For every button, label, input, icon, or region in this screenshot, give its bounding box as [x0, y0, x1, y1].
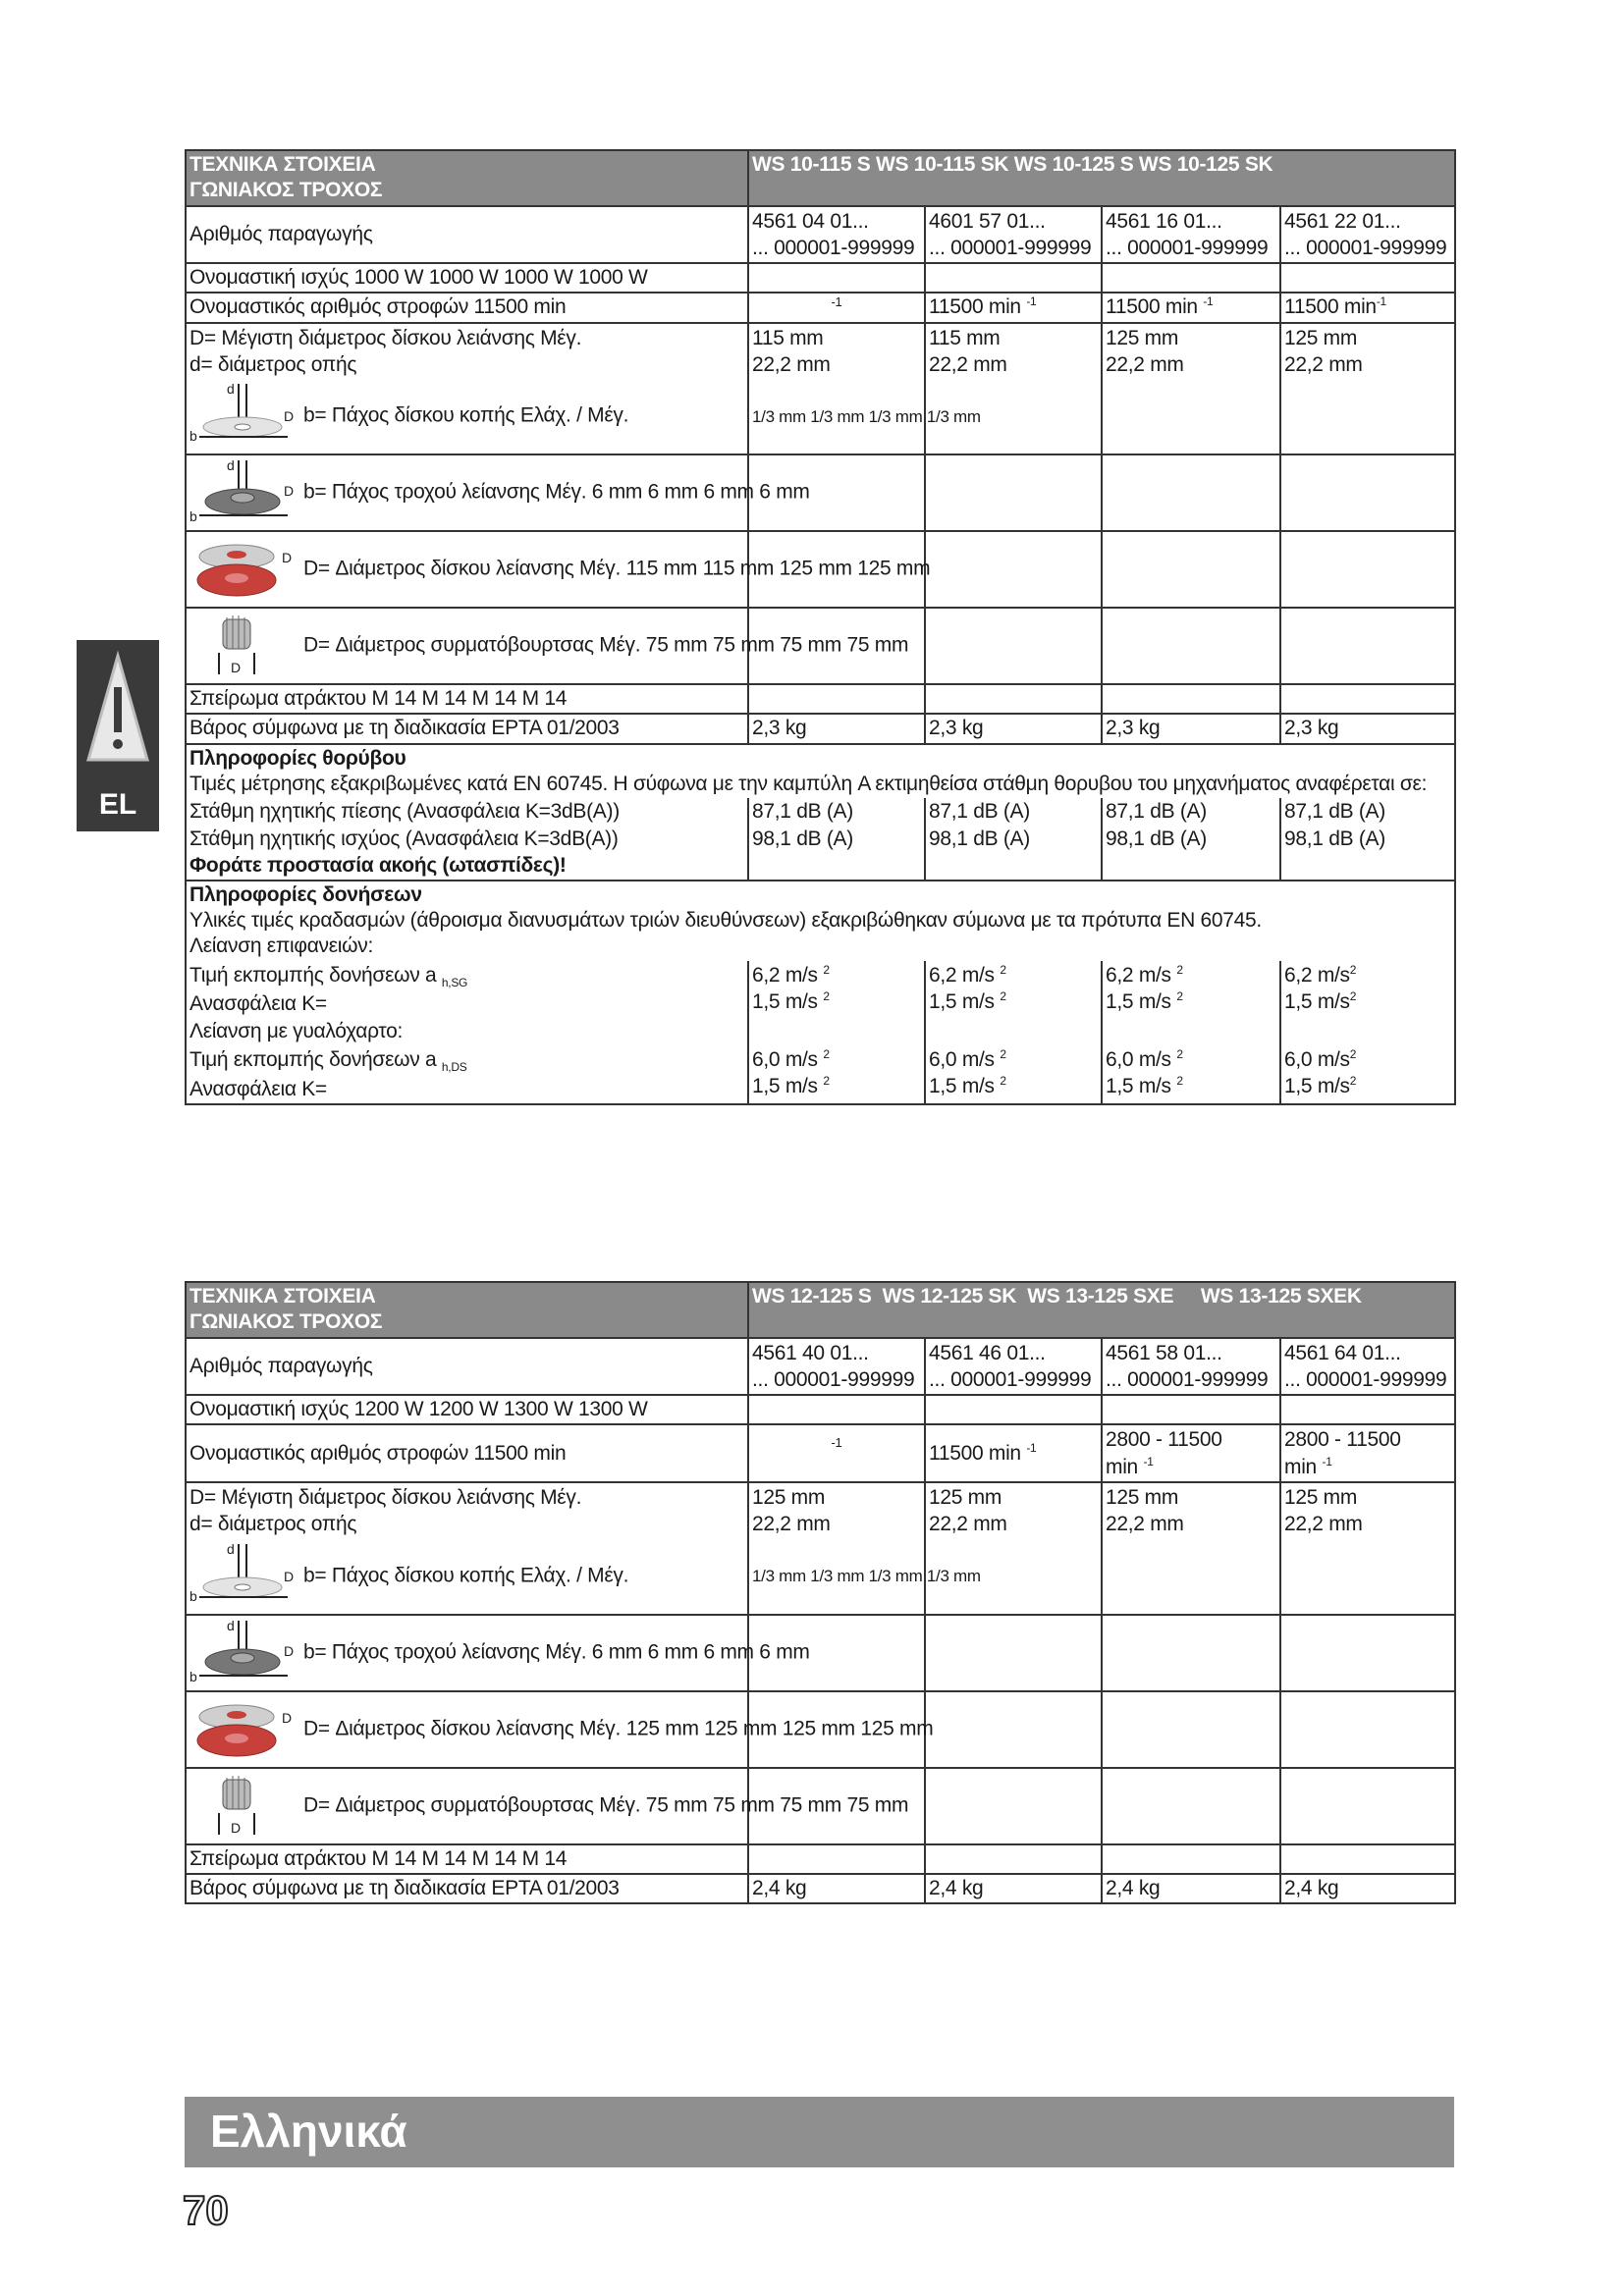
- production-number: 4561 16 01...: [1106, 209, 1222, 233]
- grinding-wheel-line: b= Πάχος τροχού λείανσης Μέγ. 6 mm 6 mm 6 mm 6 mm: [303, 480, 810, 504]
- empty-cell: [925, 1691, 1102, 1768]
- header-title-cell: [186, 150, 748, 206]
- speed-unit-exponent: -1: [1376, 294, 1386, 309]
- sound-power-value: 98,1 dB (A): [1102, 826, 1280, 881]
- vibration-cell: [748, 1045, 925, 1104]
- sanding-disc-icon: [189, 533, 298, 606]
- empty-cell: [1102, 1615, 1280, 1691]
- empty-cell: [1102, 608, 1280, 684]
- unit-exponent: 2: [1349, 988, 1357, 1003]
- svg-text:d: d: [227, 1617, 235, 1633]
- production-cell: [748, 1338, 925, 1396]
- vibration-description: Υλικές τιμές κραδασμών (άθροισμα διανυσμάτων τριών διευθύνσεων) εξακριβώθηκαν σύμωνα με τα πρότυπα EN 60745.: [189, 909, 1262, 933]
- sanding-disc-line: D= Διάμετρος δίσκου λείανσης Μέγ. 125 mm 125 mm 125 mm 125 mm: [303, 1717, 934, 1740]
- sound-pressure-label: Στάθμη ηχητικής πίεσης (Ανασφάλεια K=3dB(A)): [186, 798, 748, 826]
- disc-value: 115 mm: [752, 326, 824, 349]
- production-number: 4561 22 01...: [1284, 209, 1401, 233]
- svg-text:b: b: [189, 428, 197, 445]
- power-row: [186, 263, 1455, 293]
- surface-grinding-label: Λείανση επιφανειών:: [189, 934, 374, 958]
- disc-diameter-row: [186, 323, 1455, 380]
- production-cell: [1102, 1338, 1280, 1396]
- language-name: Ελληνικά: [210, 2106, 407, 2157]
- vibration-cell: [1102, 1045, 1280, 1104]
- thread-line: Σπείρωμα ατράκτου M 14 M 14 M 14 M 14: [186, 1844, 748, 1874]
- empty-cell: [1280, 1395, 1455, 1424]
- vibration-cell: [748, 961, 925, 1045]
- sanding-disc-line: D= Διάμετρος δίσκου λείανσης Μέγ. 115 mm 115 mm 125 mm 125 mm: [303, 557, 931, 580]
- speed-label: Ονομαστικός αριθμός στροφών 11500 min: [186, 1424, 748, 1482]
- sanding-disc-label-cell: [186, 531, 931, 608]
- speed-unit-exponent: -1: [1026, 1440, 1037, 1455]
- wire-brush-label-cell: [186, 1768, 909, 1844]
- svg-text:b: b: [189, 1587, 197, 1604]
- empty-cell: [1102, 379, 1280, 454]
- vibration-cell: [925, 961, 1102, 1045]
- production-cell: [925, 206, 1102, 264]
- vibration-cell: [925, 1045, 1102, 1104]
- empty-cell: [1102, 1539, 1280, 1615]
- grinding-wheel-label-cell: [186, 454, 810, 531]
- table-subtitle: ΓΩΝΙΑΚΟΣ ΤΡΟΧΟΣ: [189, 179, 383, 202]
- empty-cell: [925, 1768, 1102, 1844]
- wire-brush-row: [186, 608, 1455, 684]
- svg-text:D: D: [231, 660, 241, 676]
- serial-range: ... 000001-999999: [929, 236, 1092, 259]
- sound-power-value: 98,1 dB (A): [925, 826, 1102, 881]
- speed-superscript: -1: [748, 1424, 925, 1482]
- sound-pressure-row: [186, 798, 1455, 826]
- sound-power-row: [186, 826, 1455, 881]
- disc-cell: [748, 1482, 925, 1539]
- empty-cell: [925, 531, 1102, 608]
- disc-value: 125 mm: [1106, 326, 1179, 349]
- grinding-wheel-thickness-icon: [189, 1617, 298, 1689]
- sound-power-label: Στάθμη ηχητικής ισχύος (Ανασφάλεια K=3dB(A)): [189, 828, 619, 851]
- cut-disc-label: b= Πάχος δίσκου κοπής Ελάχ. / Μέγ.: [303, 1564, 629, 1587]
- table-header: [186, 1282, 1455, 1338]
- empty-cell: [1102, 1691, 1280, 1768]
- empty-cell: [748, 1844, 925, 1874]
- weight-value: 2,3 kg: [748, 714, 925, 743]
- weight-value: 2,3 kg: [925, 714, 1102, 743]
- empty-cell: [1280, 1844, 1455, 1874]
- uncertainty-value: 1,5 m/s: [929, 989, 995, 1013]
- production-row: [186, 1338, 1455, 1396]
- empty-cell: [925, 684, 1102, 714]
- vibration-intro-cell: [186, 881, 1455, 961]
- sound-pressure-value: 87,1 dB (A): [1280, 798, 1455, 826]
- cutting-disc-thickness-icon: [189, 380, 298, 453]
- bore-value: 22,2 mm: [929, 1513, 1007, 1536]
- production-cell: [925, 1338, 1102, 1396]
- cut-disc-row: [186, 1539, 1455, 1615]
- production-number: 4561 40 01...: [752, 1341, 869, 1364]
- cut-disc-values: 1/3 mm 1/3 mm 1/3 mm 1/3 mm: [748, 1539, 925, 1615]
- speed-value: 11500 min: [1284, 295, 1377, 319]
- uncertainty-value: 1,5 m/s: [1106, 989, 1171, 1013]
- sandpaper-vibration-labels: [186, 1045, 748, 1104]
- table-header: [186, 150, 1455, 206]
- empty-cell: [925, 263, 1102, 293]
- empty-cell: [1280, 1615, 1455, 1691]
- svg-text:D: D: [284, 408, 294, 425]
- empty-cell: [925, 608, 1102, 684]
- emission-subscript: h,DS: [441, 1060, 467, 1075]
- noise-description: Τιμές μέτρησης εξακριβωμένες κατά EN 60745. Η σύφωνα με την καμπύλη A εκτιμηθείσα στάθμη θορυβου του μηχανήματος αναφέρεται σε:: [189, 772, 1428, 795]
- unit-exponent: 2: [1176, 962, 1183, 977]
- warning-triangle-icon: [84, 650, 151, 766]
- language-code: EL: [98, 788, 137, 821]
- disc-cell: [925, 323, 1102, 380]
- unit-exponent: 2: [1000, 962, 1006, 977]
- unit-exponent: 2: [823, 1047, 830, 1062]
- weight-value: 2,4 kg: [1102, 1874, 1280, 1903]
- empty-cell: [1280, 1539, 1455, 1615]
- emission-subscript: h,SG: [441, 975, 468, 989]
- thread-row: [186, 1844, 1455, 1874]
- model-names: WS 12-125 S WS 12-125 SK WS 13-125 SXE WS 13-125 SXEK: [748, 1282, 1455, 1338]
- production-number: 4601 57 01...: [929, 209, 1046, 233]
- vibration-value: 6,2 m/s: [752, 963, 818, 987]
- wire-brush-icon: [189, 1770, 298, 1842]
- svg-text:D: D: [282, 550, 292, 566]
- empty-cell: [1102, 263, 1280, 293]
- speed-value: 11500 min: [1106, 295, 1198, 319]
- emission-label: Τιμή εκπομπής δονήσεων a: [189, 963, 437, 987]
- empty-cell: [1280, 379, 1455, 454]
- serial-range: ... 000001-999999: [752, 1367, 915, 1391]
- svg-text:d: d: [227, 457, 235, 474]
- sound-pressure-value: 87,1 dB (A): [748, 798, 925, 826]
- sanding-disc-label-cell: [186, 1691, 934, 1768]
- emission-label: Τιμή εκπομπής δονήσεων a: [189, 1048, 437, 1072]
- disc-cell: [925, 1482, 1102, 1539]
- serial-range: ... 000001-999999: [929, 1367, 1092, 1391]
- speed-cell: [925, 1424, 1102, 1482]
- svg-text:D: D: [284, 1642, 294, 1659]
- speed-row: [186, 1424, 1455, 1482]
- empty-cell: [1280, 684, 1455, 714]
- sandpaper-vibration-row: [186, 1045, 1455, 1104]
- bore-diameter-label: d= διάμετρος οπής: [189, 1513, 357, 1536]
- empty-cell: [748, 684, 925, 714]
- serial-range: ... 000001-999999: [1106, 236, 1269, 259]
- speed-range: 2800 - 11500: [1284, 1428, 1401, 1452]
- vibration-value: 6,0 m/s: [929, 1048, 995, 1072]
- speed-cell: [1102, 1424, 1280, 1482]
- production-number: 4561 58 01...: [1106, 1341, 1222, 1364]
- weight-label: Βάρος σύμφωνα με τη διαδικασία EPTA 01/2003: [186, 714, 748, 743]
- disc-cell: [748, 323, 925, 380]
- grinding-wheel-label-cell: [186, 1615, 810, 1691]
- language-side-tab: [77, 640, 159, 831]
- sanding-disc-icon: [189, 1693, 298, 1766]
- max-disc-diameter-label: D= Μέγιστη διάμετρος δίσκου λειάνσης Μέγ.: [189, 1485, 582, 1509]
- thread-line: Σπείρωμα ατράκτου M 14 M 14 M 14 M 14: [186, 684, 748, 714]
- header-title-cell: [186, 1282, 748, 1338]
- uncertainty-value: 1,5 m/s: [929, 1075, 995, 1098]
- weight-value: 2,4 kg: [748, 1874, 925, 1903]
- production-cell: [1102, 206, 1280, 264]
- empty-cell: [748, 1395, 925, 1424]
- uncertainty-value: 1,5 m/s: [1284, 989, 1350, 1013]
- bore-value: 22,2 mm: [1284, 1513, 1363, 1536]
- empty-cell: [1280, 454, 1455, 531]
- svg-text:D: D: [282, 1709, 292, 1726]
- language-footer-bar: [185, 2097, 1454, 2167]
- weight-value: 2,3 kg: [1280, 714, 1455, 743]
- power-line: Ονομαστική ισχύς 1000 W 1000 W 1000 W 1000 W: [186, 263, 748, 293]
- vibration-value: 6,2 m/s: [1284, 963, 1350, 987]
- empty-cell: [1102, 454, 1280, 531]
- weight-value: 2,4 kg: [1280, 1874, 1455, 1903]
- bore-value: 22,2 mm: [929, 352, 1007, 376]
- table-title: ΤΕΧΝΙΚΑ ΣΤΟΙΧΕΙΑ: [189, 1285, 376, 1308]
- unit-exponent: 2: [1349, 962, 1357, 977]
- unit-exponent: 2: [1349, 1047, 1357, 1062]
- empty-cell: [1280, 263, 1455, 293]
- weight-row: [186, 714, 1455, 743]
- speed-cell: [925, 293, 1102, 322]
- speed-unit-exponent: -1: [1143, 1454, 1154, 1468]
- bore-value: 22,2 mm: [752, 352, 831, 376]
- sound-power-value: 98,1 dB (A): [748, 826, 925, 881]
- sound-pressure-value: 87,1 dB (A): [1102, 798, 1280, 826]
- empty-cell: [1280, 1691, 1455, 1768]
- wire-brush-icon: [189, 610, 298, 682]
- uncertainty-value: 1,5 m/s: [752, 989, 818, 1013]
- unit-exponent: 2: [823, 988, 830, 1003]
- bore-value: 22,2 mm: [1106, 352, 1184, 376]
- uncertainty-label: Ανασφάλεια K=: [189, 992, 327, 1016]
- production-number: 4561 04 01...: [752, 209, 869, 233]
- vibration-value: 6,0 m/s: [1284, 1048, 1350, 1072]
- bore-value: 22,2 mm: [1106, 1513, 1184, 1536]
- disc-value: 125 mm: [1284, 1485, 1358, 1509]
- disc-value: 125 mm: [1106, 1485, 1179, 1509]
- production-number: 4561 64 01...: [1284, 1341, 1401, 1364]
- grinding-wheel-line: b= Πάχος τροχού λείανσης Μέγ. 6 mm 6 mm 6 mm 6 mm: [303, 1640, 810, 1664]
- vibration-value: 6,0 m/s: [752, 1048, 818, 1072]
- speed-unit: min: [1284, 1455, 1317, 1478]
- unit-exponent: 2: [1176, 1047, 1183, 1062]
- serial-range: ... 000001-999999: [1106, 1367, 1269, 1391]
- wire-brush-line: D= Διάμετρος συρματόβουρτσας Μέγ. 75 mm 75 mm 75 mm 75 mm: [303, 1793, 909, 1817]
- vibration-value: 6,2 m/s: [1106, 963, 1171, 987]
- vibration-value: 6,0 m/s: [1106, 1048, 1171, 1072]
- model-names: WS 10-115 S WS 10-115 SK WS 10-125 S WS 10-125 SK: [748, 150, 1455, 206]
- speed-unit-exponent: -1: [1322, 1454, 1332, 1468]
- surface-vibration-labels: [186, 961, 748, 1045]
- serial-range: ... 000001-999999: [1284, 236, 1447, 259]
- empty-cell: [1102, 531, 1280, 608]
- unit-exponent: 2: [1176, 1074, 1183, 1089]
- empty-cell: [1102, 1768, 1280, 1844]
- disc-cell: [1102, 323, 1280, 380]
- production-cell: [1280, 1338, 1455, 1396]
- svg-text:D: D: [284, 1568, 294, 1584]
- spec-table-2: [185, 1281, 1456, 1904]
- vibration-cell: [1280, 961, 1455, 1045]
- speed-unit: min: [1106, 1455, 1138, 1478]
- cut-disc-row: [186, 379, 1455, 454]
- sanding-disc-row: [186, 1691, 1455, 1768]
- vibration-intro-row: [186, 881, 1455, 961]
- speed-superscript: -1: [748, 293, 925, 322]
- disc-value: 125 mm: [1284, 326, 1358, 349]
- cutting-disc-thickness-icon: [189, 1540, 298, 1613]
- speed-unit-exponent: -1: [1026, 294, 1037, 309]
- production-cell: [1280, 206, 1455, 264]
- weight-value: 2,4 kg: [925, 1874, 1102, 1903]
- vibration-cell: [1280, 1045, 1455, 1104]
- unit-exponent: 2: [823, 962, 830, 977]
- disc-diameter-row: [186, 1482, 1455, 1539]
- unit-exponent: 2: [1000, 1047, 1006, 1062]
- unit-exponent: 2: [1000, 988, 1006, 1003]
- disc-diameter-labels: [186, 1482, 748, 1539]
- empty-cell: [1280, 531, 1455, 608]
- uncertainty-value: 1,5 m/s: [752, 1075, 818, 1098]
- speed-cell: [1280, 293, 1455, 322]
- cut-disc-values: 1/3 mm 1/3 mm 1/3 mm 1/3 mm: [748, 379, 925, 454]
- unit-exponent: 2: [1176, 988, 1183, 1003]
- disc-cell: [1280, 1482, 1455, 1539]
- weight-label: Βάρος σύμφωνα με τη διαδικασία EPTA 01/2003: [186, 1874, 748, 1903]
- serial-range: ... 000001-999999: [752, 236, 915, 259]
- svg-text:D: D: [284, 483, 294, 500]
- sound-power-cell: [186, 826, 748, 881]
- grinding-wheel-row: [186, 454, 1455, 531]
- empty-cell: [925, 1844, 1102, 1874]
- sanding-disc-row: [186, 531, 1455, 608]
- max-disc-diameter-label: D= Μέγιστη διάμετρος δίσκου λειάνσης Μέγ.: [189, 326, 582, 349]
- speed-value: 11500 min: [929, 295, 1021, 319]
- spec-table-1: [185, 149, 1456, 1105]
- disc-cell: [1280, 323, 1455, 380]
- disc-diameter-labels: [186, 323, 748, 380]
- svg-text:b: b: [189, 1668, 197, 1684]
- svg-text:d: d: [227, 381, 235, 398]
- serial-range: ... 000001-999999: [1284, 1367, 1447, 1391]
- svg-text:D: D: [231, 1819, 241, 1836]
- disc-cell: [1102, 1482, 1280, 1539]
- vibration-cell: [1102, 961, 1280, 1045]
- production-label: Αριθμός παραγωγής: [186, 206, 748, 264]
- cut-disc-label-cell: [186, 379, 748, 454]
- unit-exponent: 2: [1000, 1074, 1006, 1089]
- power-line: Ονομαστική ισχύς 1200 W 1200 W 1300 W 1300 W: [186, 1395, 748, 1424]
- noise-intro-row: [186, 744, 1455, 799]
- sound-pressure-value: 87,1 dB (A): [925, 798, 1102, 826]
- empty-cell: [1102, 1844, 1280, 1874]
- speed-unit-exponent: -1: [1203, 294, 1214, 309]
- bore-value: 22,2 mm: [752, 1513, 831, 1536]
- grinding-wheel-thickness-icon: [189, 456, 298, 529]
- speed-label: Ονομαστικός αριθμός στροφών 11500 min: [186, 293, 748, 322]
- empty-cell: [748, 263, 925, 293]
- thread-row: [186, 684, 1455, 714]
- wire-brush-row: [186, 1768, 1455, 1844]
- page-number: 70: [183, 2187, 229, 2233]
- wire-brush-line: D= Διάμετρος συρματόβουρτσας Μέγ. 75 mm 75 mm 75 mm 75 mm: [303, 633, 909, 657]
- disc-value: 125 mm: [929, 1485, 1002, 1509]
- power-row: [186, 1395, 1455, 1424]
- uncertainty-value: 1,5 m/s: [1284, 1075, 1350, 1098]
- empty-cell: [925, 1395, 1102, 1424]
- noise-intro-cell: [186, 744, 1455, 799]
- empty-cell: [925, 1615, 1102, 1691]
- bore-value: 22,2 mm: [1284, 352, 1363, 376]
- grinding-wheel-row: [186, 1615, 1455, 1691]
- cut-disc-label-cell: [186, 1539, 748, 1615]
- svg-text:d: d: [227, 1540, 235, 1557]
- empty-cell: [1280, 1768, 1455, 1844]
- empty-cell: [1280, 608, 1455, 684]
- sound-power-value: 98,1 dB (A): [1280, 826, 1455, 881]
- production-label: Αριθμός παραγωγής: [186, 1338, 748, 1396]
- wire-brush-label-cell: [186, 608, 909, 684]
- speed-cell: [1280, 1424, 1455, 1482]
- bore-diameter-label: d= διάμετρος οπής: [189, 352, 357, 376]
- empty-cell: [1102, 684, 1280, 714]
- hearing-protection-warning: Φοράτε προστασία ακοής (ωτασπίδες)!: [189, 853, 567, 877]
- cut-disc-label: b= Πάχος δίσκου κοπής Ελάχ. / Μέγ.: [303, 403, 629, 427]
- speed-value: 11500 min: [929, 1441, 1021, 1465]
- sandpaper-label: Λείανση με γυαλόχαρτο:: [189, 1019, 404, 1042]
- speed-cell: [1102, 293, 1280, 322]
- production-row: [186, 206, 1455, 264]
- unit-exponent: 2: [1349, 1074, 1357, 1089]
- speed-row: [186, 293, 1455, 322]
- svg-text:b: b: [189, 508, 197, 525]
- surface-vibration-row: [186, 961, 1455, 1045]
- vibration-section-title: Πληροφορίες δονήσεων: [189, 882, 422, 906]
- production-number: 4561 46 01...: [929, 1341, 1046, 1364]
- uncertainty-value: 1,5 m/s: [1106, 1075, 1171, 1098]
- disc-value: 125 mm: [752, 1485, 826, 1509]
- disc-value: 115 mm: [929, 326, 1001, 349]
- empty-cell: [1102, 1395, 1280, 1424]
- speed-range: 2800 - 11500: [1106, 1428, 1222, 1452]
- empty-cell: [925, 454, 1102, 531]
- uncertainty-label: Ανασφάλεια K=: [189, 1077, 327, 1100]
- table-title: ΤΕΧΝΙΚΑ ΣΤΟΙΧΕΙΑ: [189, 153, 376, 176]
- noise-section-title: Πληροφορίες θορύβου: [189, 746, 406, 770]
- unit-exponent: 2: [823, 1074, 830, 1089]
- weight-value: 2,3 kg: [1102, 714, 1280, 743]
- weight-row: [186, 1874, 1455, 1903]
- production-cell: [748, 206, 925, 264]
- table-subtitle: ΓΩΝΙΑΚΟΣ ΤΡΟΧΟΣ: [189, 1310, 383, 1334]
- vibration-value: 6,2 m/s: [929, 963, 995, 987]
